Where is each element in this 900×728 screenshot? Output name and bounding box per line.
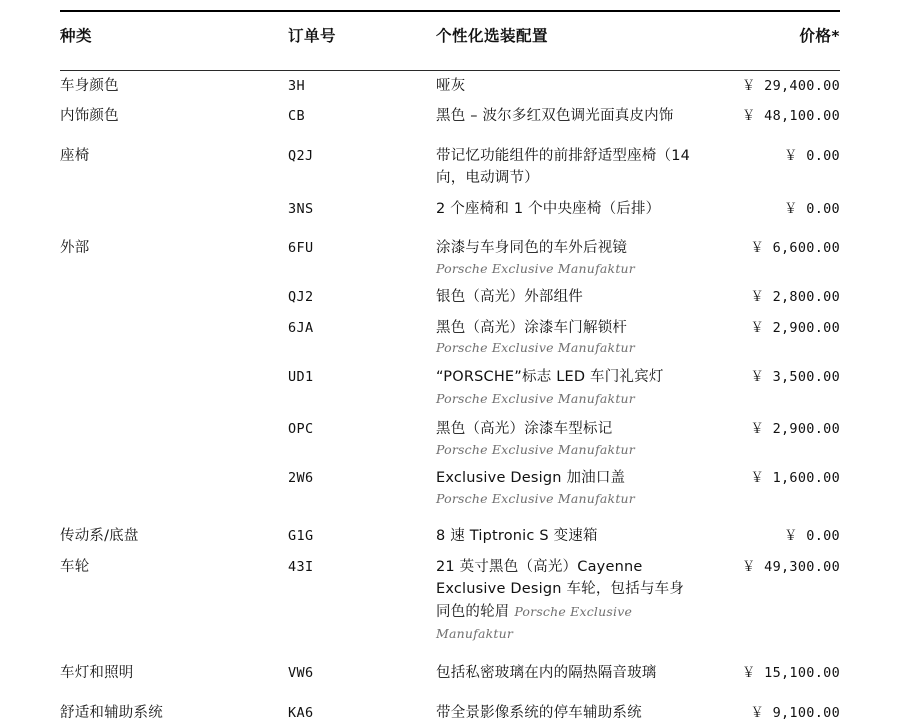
- configuration-text: 黑色（高光）涂漆车门解锁杆: [436, 319, 628, 336]
- manufaktur-note: Porsche Exclusive Manufaktur: [436, 260, 635, 276]
- configuration-text: 带全景影像系统的停车辅助系统: [436, 704, 642, 721]
- table-row: [60, 414, 840, 463]
- cell-category: 车轮: [60, 558, 90, 575]
- manufaktur-note: Porsche Exclusive Manufaktur: [436, 490, 635, 506]
- cell-order-number: CB: [288, 108, 306, 125]
- cell-price: ￥ 2,900.00: [750, 319, 840, 336]
- cell-configuration: [436, 414, 704, 463]
- table-body: [60, 71, 840, 728]
- cell-price: ￥ 6,600.00: [750, 240, 840, 257]
- spec-table: [60, 12, 840, 60]
- row-spacer: [60, 689, 840, 698]
- row-spacer: [60, 224, 840, 233]
- cell-category: [60, 194, 288, 224]
- cell-price: ￥ 49,300.00: [741, 558, 840, 575]
- table-row: [60, 362, 840, 415]
- cell-price: ￥ 15,100.00: [741, 665, 840, 682]
- cell-configuration: [436, 552, 704, 650]
- table-row: [60, 658, 840, 688]
- cell-price: ￥ 0.00: [784, 200, 840, 217]
- cell-category: 内饰颜色: [60, 108, 119, 125]
- manufaktur-note: Porsche Exclusive Manufaktur: [436, 340, 635, 356]
- header-category: 种类: [60, 27, 93, 45]
- table-row: [60, 463, 840, 512]
- cell-price: ￥ 0.00: [784, 147, 840, 164]
- header-order-number: 订单号: [288, 27, 337, 45]
- header-row: [60, 12, 840, 60]
- cell-price: ￥ 0.00: [784, 528, 840, 545]
- configuration-text: “PORSCHE”标志 LED 车门礼宾灯: [436, 368, 664, 385]
- configuration-text: 黑色（高光）涂漆车型标记: [436, 421, 613, 438]
- manufaktur-note: Porsche Exclusive Manufaktur: [436, 441, 635, 457]
- cell-category: 车身颜色: [60, 78, 119, 94]
- cell-order-number: Q2J: [288, 147, 314, 164]
- cell-order-number: G1G: [288, 528, 314, 545]
- cell-configuration: [436, 521, 704, 551]
- cell-configuration: [436, 658, 704, 688]
- cell-category: 车灯和照明: [60, 665, 134, 682]
- cell-order-number: 3H: [288, 78, 306, 94]
- row-spacer: [60, 512, 840, 521]
- cell-category: [60, 282, 288, 312]
- cell-configuration: [436, 233, 704, 282]
- cell-category: [60, 414, 288, 463]
- cell-configuration: [436, 194, 704, 224]
- configuration-text: 银色（高光）外部组件: [436, 289, 583, 306]
- cell-configuration: [436, 101, 704, 131]
- header-configuration: 个性化选装配置: [436, 27, 549, 45]
- configuration-text: 黑色 – 波尔多红双色调光面真皮内饰: [436, 108, 674, 125]
- cell-category: 外部: [60, 240, 90, 257]
- cell-category: 舒适和辅助系统: [60, 704, 163, 721]
- cell-order-number: UD1: [288, 368, 314, 385]
- table-row: [60, 282, 840, 312]
- table-row: [60, 141, 840, 194]
- table-row: [60, 71, 840, 101]
- row-spacer: [60, 649, 840, 658]
- header-price: 价格*: [799, 27, 840, 45]
- cell-configuration: [436, 362, 704, 415]
- table-row: [60, 552, 840, 650]
- cell-configuration: [436, 463, 704, 512]
- table-row: [60, 313, 840, 362]
- cell-order-number: 6JA: [288, 319, 314, 336]
- configuration-text: 2 个座椅和 1 个中央座椅（后排）: [436, 200, 661, 217]
- cell-category: [60, 362, 288, 415]
- cell-price: ￥ 2,800.00: [750, 289, 840, 306]
- manufaktur-note: Porsche Exclusive Manufaktur: [436, 603, 633, 641]
- cell-configuration: [436, 282, 704, 312]
- cell-price: ￥ 9,100.00: [750, 704, 840, 721]
- row-spacer-cell: [60, 132, 840, 141]
- table-row: [60, 101, 840, 131]
- configuration-text: 21 英寸黑色（高光）Cayenne Exclusive Design 车轮，包括与车身同色的轮眉: [436, 558, 685, 620]
- cell-configuration: [436, 71, 704, 101]
- table-header: [60, 12, 840, 60]
- cell-configuration: [436, 141, 704, 194]
- cell-order-number: 43I: [288, 558, 314, 575]
- table-row: [60, 698, 840, 728]
- cell-configuration: [436, 698, 704, 728]
- row-spacer: [60, 132, 840, 141]
- row-spacer-cell: [60, 512, 840, 521]
- configuration-text: Exclusive Design 加油口盖: [436, 470, 626, 487]
- cell-price: ￥ 1,600.00: [750, 470, 840, 487]
- cell-order-number: 6FU: [288, 240, 314, 257]
- cell-price: ￥ 48,100.00: [741, 108, 840, 125]
- cell-price: ￥ 2,900.00: [750, 421, 840, 438]
- configuration-text: 包括私密玻璃在内的隔热隔音玻璃: [436, 665, 657, 682]
- cell-category: [60, 463, 288, 512]
- cell-category: 传动系/底盘: [60, 528, 139, 545]
- document-page: [0, 10, 900, 721]
- configuration-text: 8 速 Tiptronic S 变速箱: [436, 528, 598, 545]
- spec-table-body: [60, 71, 840, 728]
- row-spacer-cell: [60, 224, 840, 233]
- table-row: [60, 233, 840, 282]
- table-row: [60, 194, 840, 224]
- table-row: [60, 521, 840, 551]
- cell-order-number: OPC: [288, 421, 314, 438]
- cell-category: 座椅: [60, 147, 90, 164]
- manufaktur-note: Porsche Exclusive Manufaktur: [436, 390, 635, 406]
- cell-price: ￥ 29,400.00: [741, 78, 840, 94]
- cell-order-number: KA6: [288, 704, 314, 721]
- cell-order-number: 3NS: [288, 200, 314, 217]
- cell-price: ￥ 3,500.00: [750, 368, 840, 385]
- cell-category: [60, 313, 288, 362]
- configuration-text: 带记忆功能组件的前排舒适型座椅（14 向，电动调节）: [436, 147, 691, 187]
- cell-order-number: VW6: [288, 665, 314, 682]
- cell-order-number: 2W6: [288, 470, 314, 487]
- row-spacer-cell: [60, 649, 840, 658]
- cell-configuration: [436, 313, 704, 362]
- row-spacer-cell: [60, 689, 840, 698]
- cell-order-number: QJ2: [288, 289, 314, 306]
- configuration-text: 涂漆与车身同色的车外后视镜: [436, 240, 628, 257]
- configuration-text: 哑灰: [436, 78, 466, 94]
